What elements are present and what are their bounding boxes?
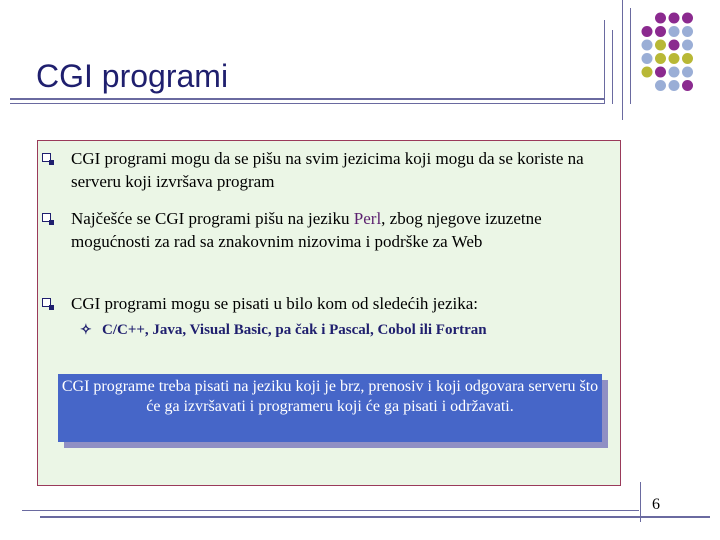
decor-dot [669, 26, 680, 37]
note-callout: CGI programe treba pisati na jeziku koji je brz, prenosiv i koji odgovara serveru što će ga izvršavati i programeru koji će ga pisati i održavati. [58, 374, 602, 442]
decor-dot [655, 13, 666, 24]
perl-highlight: Perl [353, 209, 382, 228]
footer-rule [22, 510, 639, 511]
decor-dot [655, 80, 666, 91]
diamond-bullet-icon: ✧ [80, 323, 92, 338]
decor-vertical-line [604, 20, 605, 104]
decor-dot [669, 53, 680, 64]
decor-vertical-line [612, 30, 613, 104]
decor-dot [642, 40, 653, 51]
square-bullet-icon [42, 153, 51, 162]
decor-dot [642, 67, 653, 78]
decor-dot [669, 80, 680, 91]
title-underline [10, 98, 605, 100]
decor-dot [669, 67, 680, 78]
bullet-text: CGI programi mogu se pisati u bilo kom od sledećih jezika: [71, 294, 478, 313]
decor-dot [682, 26, 693, 37]
decor-dot [682, 40, 693, 51]
decor-dot [655, 67, 666, 78]
decor-vertical-line [630, 8, 631, 104]
slide-title: CGI programi [36, 58, 229, 94]
decor-dot [682, 67, 693, 78]
decor-vertical-line [622, 0, 623, 120]
decor-dot [655, 53, 666, 64]
decor-dot [682, 13, 693, 24]
decor-dot [682, 53, 693, 64]
decor-dot [642, 26, 653, 37]
footer-rule-secondary [40, 516, 710, 518]
bullet-text: CGI programi mogu da se pišu na svim jezicima koji mogu da se koriste na serveru koji izvršava program [71, 149, 584, 191]
bullet-text-part: , zbog njegove izuzetne mogućnosti za rad sa znakovnim nizovima i podrške za Web [71, 209, 542, 251]
decor-dot [682, 80, 693, 91]
bullet-text-part: Najčešće se CGI programi pišu na jeziku [71, 209, 354, 228]
square-bullet-icon [42, 213, 51, 222]
decor-dot [655, 26, 666, 37]
page-number: 6 [652, 496, 660, 513]
decor-dot [655, 40, 666, 51]
decor-dot [642, 53, 653, 64]
decor-dot [669, 40, 680, 51]
decor-vertical-line [640, 482, 641, 522]
square-bullet-icon [42, 298, 51, 307]
sub-bullet-text: C/C++, Java, Visual Basic, pa čak i Pascal, Cobol ili Fortran [102, 322, 487, 338]
bullet-text [71, 208, 611, 253]
decor-dot [669, 13, 680, 24]
title-underline-secondary [10, 103, 605, 104]
